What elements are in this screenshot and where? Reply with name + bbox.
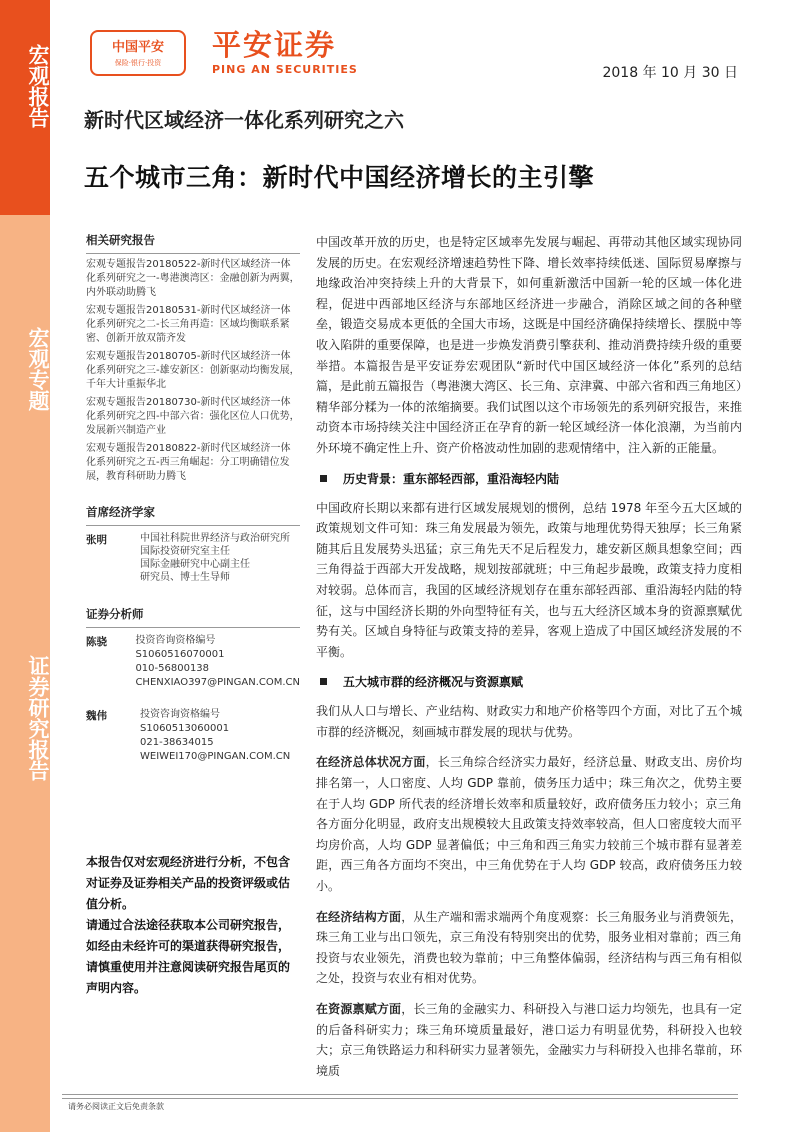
intro-paragraph: 中国改革开放的历史，也是特定区域率先发展与崛起、再带动其他区域实现协同发展的历史。在宏观经济增速趋势性下降、增长效率持续低迷、国际贸易摩擦与地缘政治冲突持续上升的大背景下，如何重新激活中国新一轮的区域一体化进程，促进中西部地区经济与东部地区经济进一步融合，消除区域之间的各种壁垒，锻造交易成本更低的全国大市场，这既是中国经济确保持续增长、摆脱中等收入陷阱的重要保障，也是进一步焕发消费引擎获利、推动消费持续升级的重要举措。本篇报告是平安证券宏观团队“新时代中国区域经济一体化”系列的总结篇，是此前五篇报告（粤港澳大湾区、长三角、京津冀、中部六省和西三角地区）精华部分糅为一体的浓缩摘要。我们试图以这个市场领先的系列研究报告，来推动资本市场持续关注中国经济正在孕育的新一轮区域经济一体化浪潮，为当前内外环境不确定性上升、资产价格波动性加剧的悲观情绪中，注入新的正能量。	[316, 235, 743, 455]
pingan-logo	[90, 30, 186, 76]
disclaimer-usage: 请通过合法途径获取本公司研究报告，如经由未经许可的渠道获得研究报告，请慎重使用并注意阅读研究报告尾页的声明内容。	[86, 918, 291, 995]
related-report-item[interactable]: 宏观专题报告20180705-新时代区域经济一体化系列研究之三-雄安新区：创新驱动均衡发展，千年大计重振华北	[86, 351, 300, 390]
analysts-heading: 证券分析师	[86, 606, 300, 628]
resources-paragraph	[316, 999, 742, 1081]
related-reports-list	[86, 258, 300, 484]
analyst-line: 投资咨询资格编号	[135, 635, 216, 646]
analyst-phone: 021-38634015	[140, 737, 214, 748]
analyst-email[interactable]: CHENXIAO397@PINGAN.COM.CN	[135, 677, 300, 688]
history-paragraph: 中国政府长期以来都有进行区域发展规划的惯例，总结 1978 年至今五大区域的政策规划文件可知：珠三角发展最为领先，政策与地理优势得天独厚；长三角紧随其后且发展势头迅猛；京三角先天不足后程发力，雄安新区颇具想象空间；西三角得益于西部大开发战略，规划按部就班；中三角起步最晚，政策支持力度相对较弱。总体而言，我国的区域经济规划存在重东部轻西部、重沿海轻内陆的特征，这与中国经济长期的外向型特征有关，也与五大经济区域本身的资源禀赋优势有关。区域自身特征与政策支持的差异，客观上造成了中国区域经济发展的不平衡。	[316, 500, 742, 659]
chief-economist-line: 研究员、博士生导师	[140, 572, 230, 583]
analyst-info	[140, 708, 290, 764]
related-report-item[interactable]: 宏观专题报告20180822-新时代区域经济一体化系列研究之五-西三角崛起：分工明确错位发展，教育科研助力腾飞	[86, 443, 291, 482]
section-heading	[316, 673, 742, 690]
bullet-square-icon	[320, 475, 327, 482]
analyst-entry	[86, 634, 300, 690]
analyst-line: 投资咨询资格编号	[140, 709, 220, 720]
main-body	[316, 232, 742, 1081]
analyst-phone: 010-56800138	[135, 663, 210, 674]
chief-economist-info	[140, 532, 290, 584]
pingan-securities-logo-en: PING AN SECURITIES	[212, 63, 358, 76]
related-report-item[interactable]: 宏观专题报告20180730-新时代区域经济一体化系列研究之四-中部六省：强化区位人口优势，发展新兴制造产业	[86, 397, 300, 436]
bullet-square-icon	[320, 678, 327, 685]
analyst-info	[135, 634, 300, 690]
disclaimer	[86, 852, 300, 999]
section-heading-text: 历史背景：重东部轻西部，重沿海轻内陆	[343, 471, 560, 486]
economy-status-paragraph	[316, 752, 742, 896]
sidebar-label-category: 证券研究报告	[26, 655, 50, 781]
economy-structure-paragraph	[316, 907, 742, 989]
paragraph-text: ，从生产端和需求端两个角度观察：长三角服务业与消费领先，珠三角工业与出口领先，京三角没有特别突出的优势，服务业相对靠前；西三角投资与农业领先，消费也较为靠前；中三角整体偏弱，经济结构与西三角有相似之处，投资与农业有相对优势。	[316, 909, 742, 986]
report-date: 2018 年 10 月 30 日	[602, 65, 738, 81]
footer-note: 请务必阅读正文后免责条款	[68, 1102, 164, 1111]
sidebar-label-report-type: 宏观报告	[26, 44, 50, 128]
sidebar-label-topic: 宏观专题	[26, 327, 50, 411]
footer-divider	[62, 1094, 738, 1095]
chief-economist	[86, 532, 300, 584]
analyst-license-number: S1060516070001	[135, 649, 225, 660]
sidebar-band-bottom	[0, 485, 50, 1132]
series-title: 新时代区域经济一体化系列研究之六	[84, 108, 404, 132]
chief-economist-heading: 首席经济学家	[86, 504, 300, 526]
chief-economist-name: 张明	[86, 534, 107, 546]
paragraph-lead: 在经济总体状况方面	[316, 755, 426, 770]
related-reports-heading: 相关研究报告	[86, 232, 300, 254]
chief-economist-line: 中国社科院世界经济与政治研究所	[140, 533, 290, 544]
pingan-logo-name: 中国平安	[111, 40, 164, 55]
section-heading-text: 五大城市群的经济概况与资源禀赋	[343, 675, 524, 690]
analyst-email[interactable]: WEIWEI170@PINGAN.COM.CN	[140, 751, 291, 762]
footer-divider	[62, 1098, 738, 1099]
pingan-logo-tagline: 保险·银行·投资	[114, 59, 162, 67]
section-heading	[316, 470, 742, 487]
related-report-item[interactable]: 宏观专题报告20180531-新时代区域经济一体化系列研究之二-长三角再造：区域均衡联系紧密、创新开放双箭齐发	[86, 305, 291, 344]
chief-economist-line: 国际投资研究室主任	[140, 546, 230, 557]
chief-economist-line: 国际金融研究中心副主任	[140, 559, 250, 570]
analyst-name: 魏伟	[86, 710, 107, 722]
paragraph-lead: 在资源禀赋方面	[316, 1002, 402, 1016]
analyst-entry	[86, 708, 300, 764]
sidebar-band-top	[0, 0, 50, 215]
page-title: 五个城市三角：新时代中国经济增长的主引擎	[84, 163, 595, 192]
paragraph-text: ，长三角的金融实力、科研投入与港口运力均领先，也具有一定的后备科研实力；珠三角环境质量最好，港口运力有明显优势，科研投入也较大；京三角铁路运力和科研实力显著领先，金融实力与科研投入也排名靠前，环境质	[316, 1002, 742, 1078]
paragraph-lead: 在经济结构方面	[316, 909, 402, 924]
pingan-securities-logo-cn: 平安证券	[212, 28, 337, 62]
analyst-license-number: S1060513060001	[140, 723, 230, 734]
paragraph-text: ，长三角综合经济实力最好，经济总量、财政支出、房价均排名第一，人口密度、人均 GDP 靠前，债务压力适中；珠三角次之，优势主要在于人均 GDP 所代表的经济增长效率和质量较好，政府债务压力较小；京三角各方面分化明显，政府支出规模较大且政策支持效率较高，但人口密度较大而平均房价高，人均 GDP 显著偏低；中三角和西三角实力较前三个城市群有显著差距，西三角各方面均不突出，中三角优势在于人均 GDP 较高，政府债务压力较小。	[316, 755, 742, 894]
overview-paragraph: 我们从人口与增长、产业结构、财政实力和地产价格等四个方面，对比了五个城市群的经济概况，刻画城市群发展的现状与优势。	[316, 704, 742, 739]
disclaimer-scope: 本报告仅对宏观经济进行分析，不包含对证券及证券相关产品的投资评级或估值分析。	[86, 855, 291, 911]
analyst-name: 陈骁	[86, 636, 107, 648]
sidebar-band-mid	[0, 215, 50, 485]
related-report-item[interactable]: 宏观专题报告20180522-新时代区域经济一体化系列研究之一-粤港澳湾区：金融创新为两翼，内外联动助腾飞	[86, 259, 300, 298]
left-column	[86, 232, 300, 764]
pingan-securities-logo	[212, 28, 358, 76]
